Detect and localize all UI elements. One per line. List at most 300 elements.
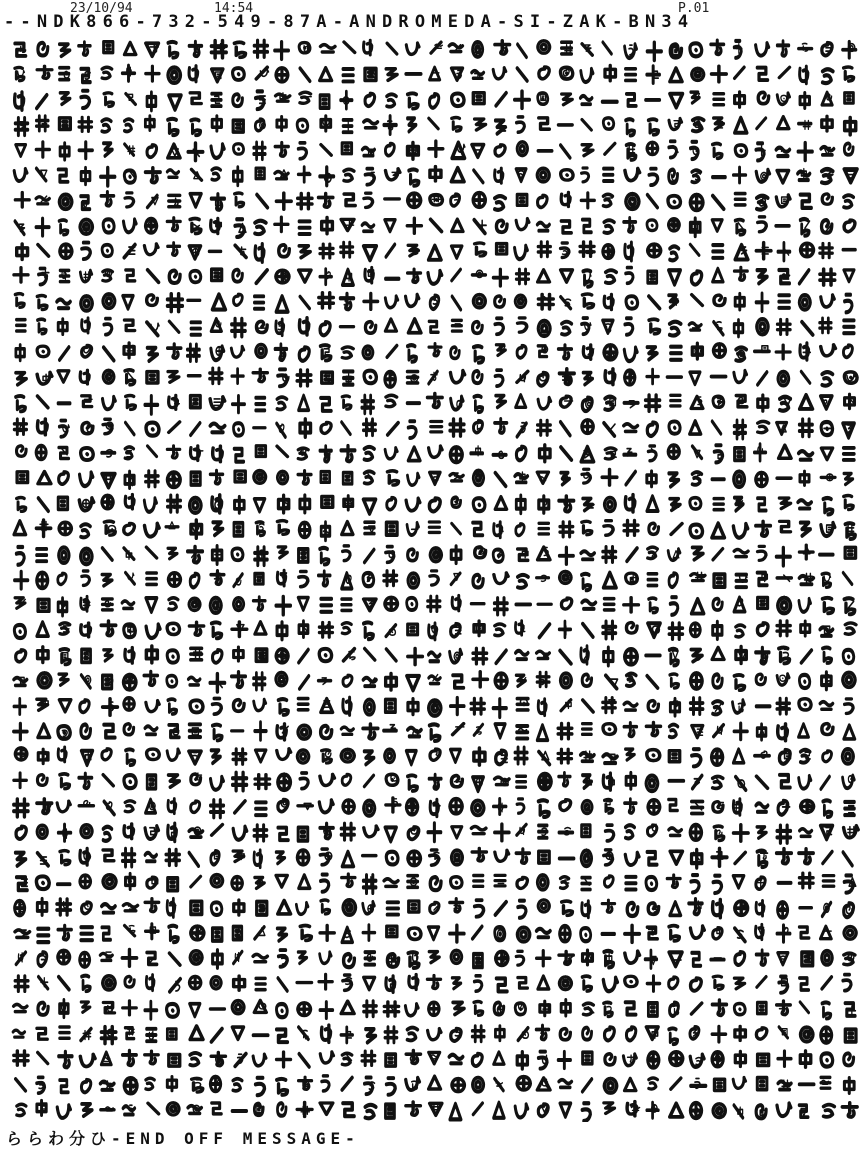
handwritten-glyph bbox=[821, 1027, 832, 1042]
handwritten-glyph bbox=[692, 547, 703, 559]
handwritten-glyph bbox=[387, 902, 398, 914]
handwritten-glyph bbox=[124, 1078, 137, 1093]
handwritten-glyph bbox=[102, 599, 112, 610]
handwritten-glyph bbox=[822, 372, 833, 386]
handwritten-glyph bbox=[169, 422, 180, 432]
handwritten-glyph bbox=[80, 370, 89, 384]
handwritten-glyph bbox=[647, 369, 659, 383]
handwritten-glyph bbox=[734, 371, 747, 383]
handwritten-glyph bbox=[276, 319, 284, 335]
handwritten-glyph bbox=[758, 421, 769, 432]
handwritten-glyph bbox=[147, 372, 158, 383]
handwritten-glyph bbox=[625, 495, 634, 512]
handwritten-glyph bbox=[147, 573, 157, 584]
handwritten-glyph bbox=[103, 294, 115, 308]
handwritten-glyph bbox=[39, 269, 49, 285]
handwritten-glyph bbox=[342, 1053, 352, 1065]
handwritten-glyph bbox=[562, 322, 572, 335]
handwritten-glyph bbox=[406, 799, 417, 814]
handwritten-glyph bbox=[690, 698, 703, 714]
handwritten-glyph bbox=[603, 320, 613, 333]
handwritten-glyph bbox=[318, 194, 332, 208]
handwritten-glyph bbox=[16, 373, 26, 385]
handwritten-glyph bbox=[385, 296, 397, 308]
handwritten-glyph bbox=[714, 118, 724, 129]
handwritten-glyph bbox=[756, 1028, 766, 1039]
handwritten-glyph bbox=[257, 902, 267, 915]
handwritten-glyph bbox=[59, 472, 69, 484]
handwritten-glyph bbox=[472, 71, 484, 79]
handwritten-glyph bbox=[496, 650, 506, 663]
handwritten-glyph bbox=[299, 875, 310, 888]
handwritten-glyph bbox=[647, 824, 656, 836]
handwritten-glyph bbox=[277, 471, 287, 483]
handwritten-glyph bbox=[318, 571, 330, 585]
handwritten-glyph bbox=[537, 672, 549, 686]
handwritten-glyph bbox=[558, 1052, 570, 1068]
handwritten-glyph bbox=[604, 423, 615, 436]
handwritten-glyph bbox=[38, 245, 49, 256]
handwritten-glyph bbox=[495, 145, 505, 156]
handwritten-glyph bbox=[231, 346, 243, 357]
handwritten-glyph bbox=[299, 676, 308, 689]
handwritten-glyph bbox=[82, 345, 92, 357]
handwritten-glyph bbox=[669, 751, 679, 762]
handwritten-glyph bbox=[321, 1025, 330, 1042]
handwritten-glyph bbox=[103, 270, 113, 281]
handwritten-glyph bbox=[430, 1103, 442, 1115]
handwritten-glyph bbox=[560, 548, 574, 564]
handwritten-glyph bbox=[844, 195, 854, 208]
handwritten-glyph bbox=[540, 445, 551, 461]
handwritten-glyph bbox=[713, 599, 722, 611]
handwritten-glyph bbox=[213, 950, 223, 968]
handwritten-glyph bbox=[691, 92, 700, 103]
handwritten-glyph bbox=[385, 749, 395, 762]
handwritten-glyph bbox=[60, 623, 70, 634]
handwritten-glyph bbox=[822, 724, 833, 735]
handwritten-glyph bbox=[192, 1078, 203, 1092]
handwritten-glyph bbox=[689, 899, 702, 914]
handwritten-glyph bbox=[712, 66, 727, 81]
handwritten-glyph bbox=[278, 800, 288, 812]
handwritten-glyph bbox=[169, 95, 181, 109]
handwritten-glyph bbox=[844, 826, 859, 838]
handwritten-glyph bbox=[341, 1001, 354, 1013]
handwritten-glyph bbox=[758, 395, 768, 411]
handwritten-glyph bbox=[713, 396, 724, 407]
handwritten-glyph bbox=[277, 724, 288, 740]
handwritten-glyph bbox=[277, 571, 286, 586]
handwritten-glyph bbox=[452, 93, 464, 106]
handwritten-glyph bbox=[104, 521, 115, 535]
handwritten-glyph bbox=[58, 825, 70, 841]
handwritten-glyph bbox=[495, 875, 505, 885]
handwritten-glyph bbox=[100, 1081, 114, 1090]
handwritten-glyph bbox=[235, 219, 246, 237]
handwritten-glyph bbox=[60, 143, 69, 159]
handwritten-glyph bbox=[124, 523, 135, 534]
handwritten-glyph bbox=[430, 877, 441, 890]
handwritten-glyph bbox=[517, 927, 529, 941]
handwritten-glyph bbox=[473, 371, 482, 383]
handwritten-glyph bbox=[275, 143, 288, 156]
handwritten-glyph bbox=[669, 573, 678, 587]
handwritten-glyph bbox=[211, 319, 221, 332]
handwritten-glyph bbox=[493, 270, 507, 286]
handwritten-glyph bbox=[756, 877, 765, 889]
handwritten-glyph bbox=[81, 168, 90, 184]
handwritten-glyph bbox=[275, 42, 289, 59]
handwritten-glyph bbox=[168, 495, 181, 511]
handwritten-glyph bbox=[386, 649, 396, 661]
handwritten-glyph bbox=[211, 41, 226, 58]
handwritten-glyph bbox=[494, 1002, 504, 1014]
handwritten-glyph bbox=[188, 1105, 201, 1113]
handwritten-glyph bbox=[625, 825, 634, 838]
handwritten-glyph bbox=[385, 827, 396, 841]
handwritten-glyph bbox=[169, 775, 180, 787]
handwritten-glyph bbox=[188, 143, 203, 160]
handwritten-glyph bbox=[604, 850, 613, 865]
handwritten-glyph bbox=[582, 521, 592, 534]
handwritten-glyph bbox=[757, 977, 766, 987]
handwritten-glyph bbox=[668, 196, 681, 208]
handwritten-glyph bbox=[670, 94, 683, 108]
handwritten-glyph bbox=[625, 799, 637, 813]
handwritten-glyph bbox=[254, 1103, 263, 1115]
handwritten-glyph bbox=[299, 221, 310, 234]
handwritten-glyph bbox=[648, 800, 660, 814]
handwritten-glyph bbox=[495, 850, 509, 861]
handwritten-glyph bbox=[495, 41, 510, 54]
handwritten-glyph bbox=[582, 469, 590, 483]
handwritten-glyph bbox=[604, 951, 614, 968]
handwritten-glyph bbox=[691, 1003, 701, 1014]
handwritten-glyph bbox=[647, 927, 657, 939]
handwritten-glyph bbox=[169, 953, 180, 965]
handwritten-glyph bbox=[145, 924, 158, 939]
handwritten-glyph bbox=[583, 1052, 592, 1064]
handwritten-glyph bbox=[299, 650, 309, 663]
handwritten-glyph bbox=[123, 1105, 135, 1114]
handwritten-glyph bbox=[102, 67, 112, 78]
handwritten-glyph bbox=[582, 801, 592, 814]
handwritten-glyph bbox=[254, 825, 267, 841]
handwritten-glyph bbox=[126, 94, 136, 105]
handwritten-glyph bbox=[822, 194, 832, 204]
handwritten-glyph bbox=[341, 727, 353, 734]
handwritten-glyph bbox=[562, 901, 573, 915]
handwritten-glyph bbox=[80, 220, 92, 234]
handwritten-glyph bbox=[779, 976, 788, 992]
handwritten-glyph bbox=[276, 193, 291, 209]
handwritten-glyph bbox=[430, 571, 438, 585]
handwritten-glyph bbox=[733, 749, 744, 763]
handwritten-glyph bbox=[363, 419, 375, 435]
handwritten-glyph bbox=[647, 852, 657, 865]
handwritten-glyph bbox=[735, 220, 745, 235]
handwritten-glyph bbox=[452, 497, 461, 507]
handwritten-glyph bbox=[757, 270, 767, 283]
handwritten-glyph bbox=[363, 678, 376, 686]
handwritten-glyph bbox=[363, 499, 375, 513]
handwritten-glyph bbox=[363, 925, 375, 940]
handwritten-glyph bbox=[777, 826, 790, 843]
handwritten-glyph bbox=[583, 345, 594, 359]
handwritten-glyph bbox=[538, 93, 548, 104]
handwritten-glyph bbox=[473, 295, 485, 308]
handwritten-glyph bbox=[256, 321, 267, 332]
handwritten-glyph bbox=[756, 243, 771, 259]
handwritten-glyph bbox=[734, 421, 746, 439]
handwritten-glyph bbox=[494, 573, 508, 584]
handwritten-glyph bbox=[562, 42, 572, 54]
handwritten-glyph bbox=[538, 825, 547, 837]
handwritten-glyph bbox=[734, 825, 749, 841]
handwritten-glyph bbox=[15, 901, 25, 916]
handwritten-glyph bbox=[15, 67, 25, 80]
handwritten-glyph bbox=[496, 220, 507, 232]
handwritten-glyph bbox=[407, 676, 419, 690]
handwritten-glyph bbox=[713, 196, 724, 209]
handwritten-glyph bbox=[233, 851, 244, 861]
handwritten-glyph bbox=[125, 423, 134, 435]
handwritten-glyph bbox=[779, 445, 792, 458]
handwritten-glyph bbox=[211, 622, 221, 638]
handwritten-glyph bbox=[474, 976, 482, 991]
handwritten-glyph bbox=[605, 143, 615, 154]
handwritten-glyph bbox=[583, 499, 594, 511]
handwritten-glyph bbox=[580, 96, 592, 104]
handwritten-glyph bbox=[36, 142, 49, 157]
handwritten-glyph bbox=[450, 925, 464, 941]
handwritten-glyph bbox=[429, 623, 438, 639]
handwritten-glyph bbox=[276, 296, 288, 311]
handwritten-glyph bbox=[102, 245, 112, 257]
handwritten-glyph bbox=[452, 978, 461, 989]
handwritten-glyph bbox=[365, 1105, 376, 1118]
handwritten-glyph bbox=[36, 196, 49, 204]
handwritten-glyph bbox=[297, 1102, 312, 1116]
handwritten-glyph bbox=[319, 623, 332, 637]
handwritten-glyph bbox=[321, 900, 330, 914]
handwritten-glyph bbox=[166, 522, 178, 529]
handwritten-glyph bbox=[300, 68, 310, 81]
handwritten-glyph bbox=[798, 143, 812, 160]
handwritten-glyph bbox=[275, 345, 287, 360]
handwritten-glyph bbox=[799, 573, 813, 584]
handwritten-glyph bbox=[736, 347, 746, 360]
handwritten-glyph bbox=[57, 1105, 70, 1118]
handwritten-glyph bbox=[276, 673, 287, 686]
handwritten-glyph bbox=[145, 1002, 157, 1019]
handwritten-glyph bbox=[167, 676, 177, 687]
handwritten-glyph bbox=[320, 322, 330, 335]
handwritten-glyph bbox=[343, 120, 352, 132]
handwritten-glyph bbox=[667, 875, 680, 887]
handwritten-glyph bbox=[845, 394, 855, 408]
handwritten-glyph bbox=[669, 926, 679, 941]
handwritten-glyph bbox=[451, 850, 462, 864]
handwritten-glyph bbox=[343, 900, 355, 915]
handwritten-glyph bbox=[647, 347, 657, 360]
handwritten-glyph bbox=[603, 573, 616, 588]
handwritten-glyph bbox=[583, 1003, 593, 1015]
handwritten-glyph bbox=[255, 573, 264, 584]
handwritten-glyph bbox=[537, 168, 549, 181]
handwritten-glyph bbox=[124, 775, 136, 788]
handwritten-glyph bbox=[778, 902, 788, 917]
handwritten-glyph bbox=[364, 801, 375, 816]
handwritten-glyph bbox=[364, 977, 375, 989]
handwritten-glyph bbox=[494, 522, 503, 537]
handwritten-glyph bbox=[844, 143, 853, 154]
handwritten-glyph bbox=[82, 902, 92, 914]
handwritten-glyph bbox=[190, 194, 201, 207]
handwritten-glyph bbox=[821, 1053, 833, 1066]
handwritten-glyph bbox=[756, 43, 769, 56]
handwritten-glyph bbox=[821, 1077, 830, 1088]
handwritten-glyph bbox=[15, 193, 29, 207]
handwritten-glyph bbox=[430, 94, 439, 108]
handwritten-glyph bbox=[299, 318, 308, 335]
handwritten-glyph bbox=[473, 575, 483, 588]
handwritten-glyph bbox=[473, 523, 483, 536]
handwritten-glyph bbox=[801, 800, 814, 812]
handwritten-glyph bbox=[538, 1052, 547, 1069]
handwritten-glyph bbox=[81, 751, 92, 765]
handwritten-glyph bbox=[474, 170, 483, 182]
handwritten-glyph bbox=[190, 951, 202, 964]
handwritten-glyph bbox=[429, 1076, 441, 1089]
handwritten-glyph bbox=[341, 1027, 353, 1042]
handwritten-glyph bbox=[604, 648, 613, 666]
handwritten-glyph bbox=[472, 848, 486, 861]
handwritten-glyph bbox=[189, 42, 201, 56]
handwritten-glyph bbox=[429, 1002, 440, 1015]
handwritten-glyph bbox=[518, 575, 528, 588]
handwritten-glyph bbox=[276, 875, 287, 887]
handwritten-glyph bbox=[844, 220, 855, 232]
handwritten-glyph bbox=[58, 169, 68, 181]
handwritten-glyph bbox=[60, 1027, 69, 1038]
handwritten-glyph bbox=[820, 702, 833, 710]
handwritten-glyph bbox=[516, 395, 526, 408]
handwritten-glyph bbox=[778, 117, 789, 129]
handwritten-glyph bbox=[81, 296, 93, 311]
handwritten-glyph bbox=[690, 1054, 704, 1067]
handwritten-glyph bbox=[518, 44, 527, 57]
handwritten-glyph bbox=[561, 192, 570, 206]
handwritten-glyph bbox=[669, 799, 678, 810]
handwritten-glyph bbox=[102, 676, 112, 689]
handwritten-glyph bbox=[647, 496, 658, 511]
handwritten-glyph bbox=[606, 270, 617, 283]
handwritten-glyph bbox=[342, 522, 353, 535]
handwritten-glyph bbox=[647, 1103, 658, 1118]
handwritten-glyph bbox=[603, 978, 617, 992]
handwritten-glyph bbox=[385, 1027, 397, 1042]
handwritten-glyph bbox=[625, 649, 637, 664]
handwritten-glyph bbox=[169, 321, 179, 332]
handwritten-glyph bbox=[713, 876, 721, 893]
handwritten-glyph bbox=[471, 446, 483, 456]
handwritten-glyph bbox=[605, 397, 615, 410]
handwritten-glyph bbox=[669, 1028, 678, 1044]
handwritten-glyph bbox=[189, 724, 200, 737]
handwritten-glyph bbox=[277, 424, 286, 437]
handwritten-glyph bbox=[539, 624, 549, 637]
handwritten-glyph bbox=[799, 776, 811, 789]
handwritten-glyph bbox=[408, 876, 418, 888]
handwritten-glyph bbox=[625, 1002, 635, 1014]
handwritten-glyph bbox=[757, 851, 767, 867]
handwritten-glyph bbox=[365, 649, 375, 660]
handwritten-glyph bbox=[473, 498, 485, 511]
handwritten-glyph bbox=[102, 450, 115, 457]
handwritten-glyph bbox=[212, 1103, 222, 1114]
handwritten-glyph bbox=[711, 958, 724, 960]
handwritten-glyph bbox=[278, 699, 288, 715]
handwritten-glyph bbox=[82, 423, 93, 434]
handwritten-glyph bbox=[843, 573, 852, 584]
handwritten-glyph bbox=[342, 874, 355, 886]
handwritten-glyph bbox=[14, 1051, 28, 1065]
handwritten-glyph bbox=[210, 674, 224, 692]
handwritten-glyph bbox=[189, 598, 200, 610]
handwritten-glyph bbox=[493, 549, 503, 561]
handwritten-glyph bbox=[191, 773, 202, 785]
handwritten-glyph bbox=[670, 674, 679, 688]
handwritten-glyph bbox=[407, 474, 419, 486]
handwritten-glyph bbox=[471, 826, 486, 833]
handwritten-glyph bbox=[647, 220, 657, 231]
handwritten-glyph bbox=[37, 1028, 47, 1039]
handwritten-glyph bbox=[365, 1077, 375, 1094]
handwritten-glyph bbox=[37, 573, 48, 589]
handwritten-glyph bbox=[474, 220, 486, 233]
handwritten-glyph bbox=[14, 521, 26, 535]
handwritten-glyph bbox=[212, 294, 225, 309]
handwritten-glyph bbox=[102, 575, 112, 586]
handwritten-glyph bbox=[278, 774, 291, 790]
handwritten-glyph bbox=[384, 571, 397, 586]
handwritten-glyph bbox=[299, 1054, 309, 1067]
handwritten-glyph bbox=[451, 776, 462, 787]
handwritten-glyph bbox=[844, 320, 854, 333]
handwritten-glyph bbox=[16, 320, 25, 331]
handwritten-glyph bbox=[669, 649, 678, 665]
handwritten-glyph bbox=[734, 1004, 745, 1015]
handwritten-glyph bbox=[212, 495, 222, 512]
handwritten-glyph bbox=[36, 219, 49, 236]
handwritten-glyph bbox=[319, 800, 333, 812]
handwritten-glyph bbox=[58, 950, 70, 963]
handwritten-glyph bbox=[364, 447, 374, 460]
handwritten-glyph bbox=[453, 1002, 464, 1014]
handwritten-glyph bbox=[210, 471, 222, 484]
handwritten-glyph bbox=[37, 95, 47, 108]
handwritten-glyph bbox=[472, 926, 482, 938]
handwritten-glyph bbox=[342, 396, 351, 409]
handwritten-glyph bbox=[558, 345, 571, 359]
handwritten-glyph bbox=[384, 725, 397, 732]
handwritten-glyph bbox=[406, 1102, 420, 1115]
handwritten-glyph bbox=[429, 141, 443, 156]
handwritten-glyph bbox=[626, 144, 636, 160]
handwritten-glyph bbox=[690, 372, 700, 384]
